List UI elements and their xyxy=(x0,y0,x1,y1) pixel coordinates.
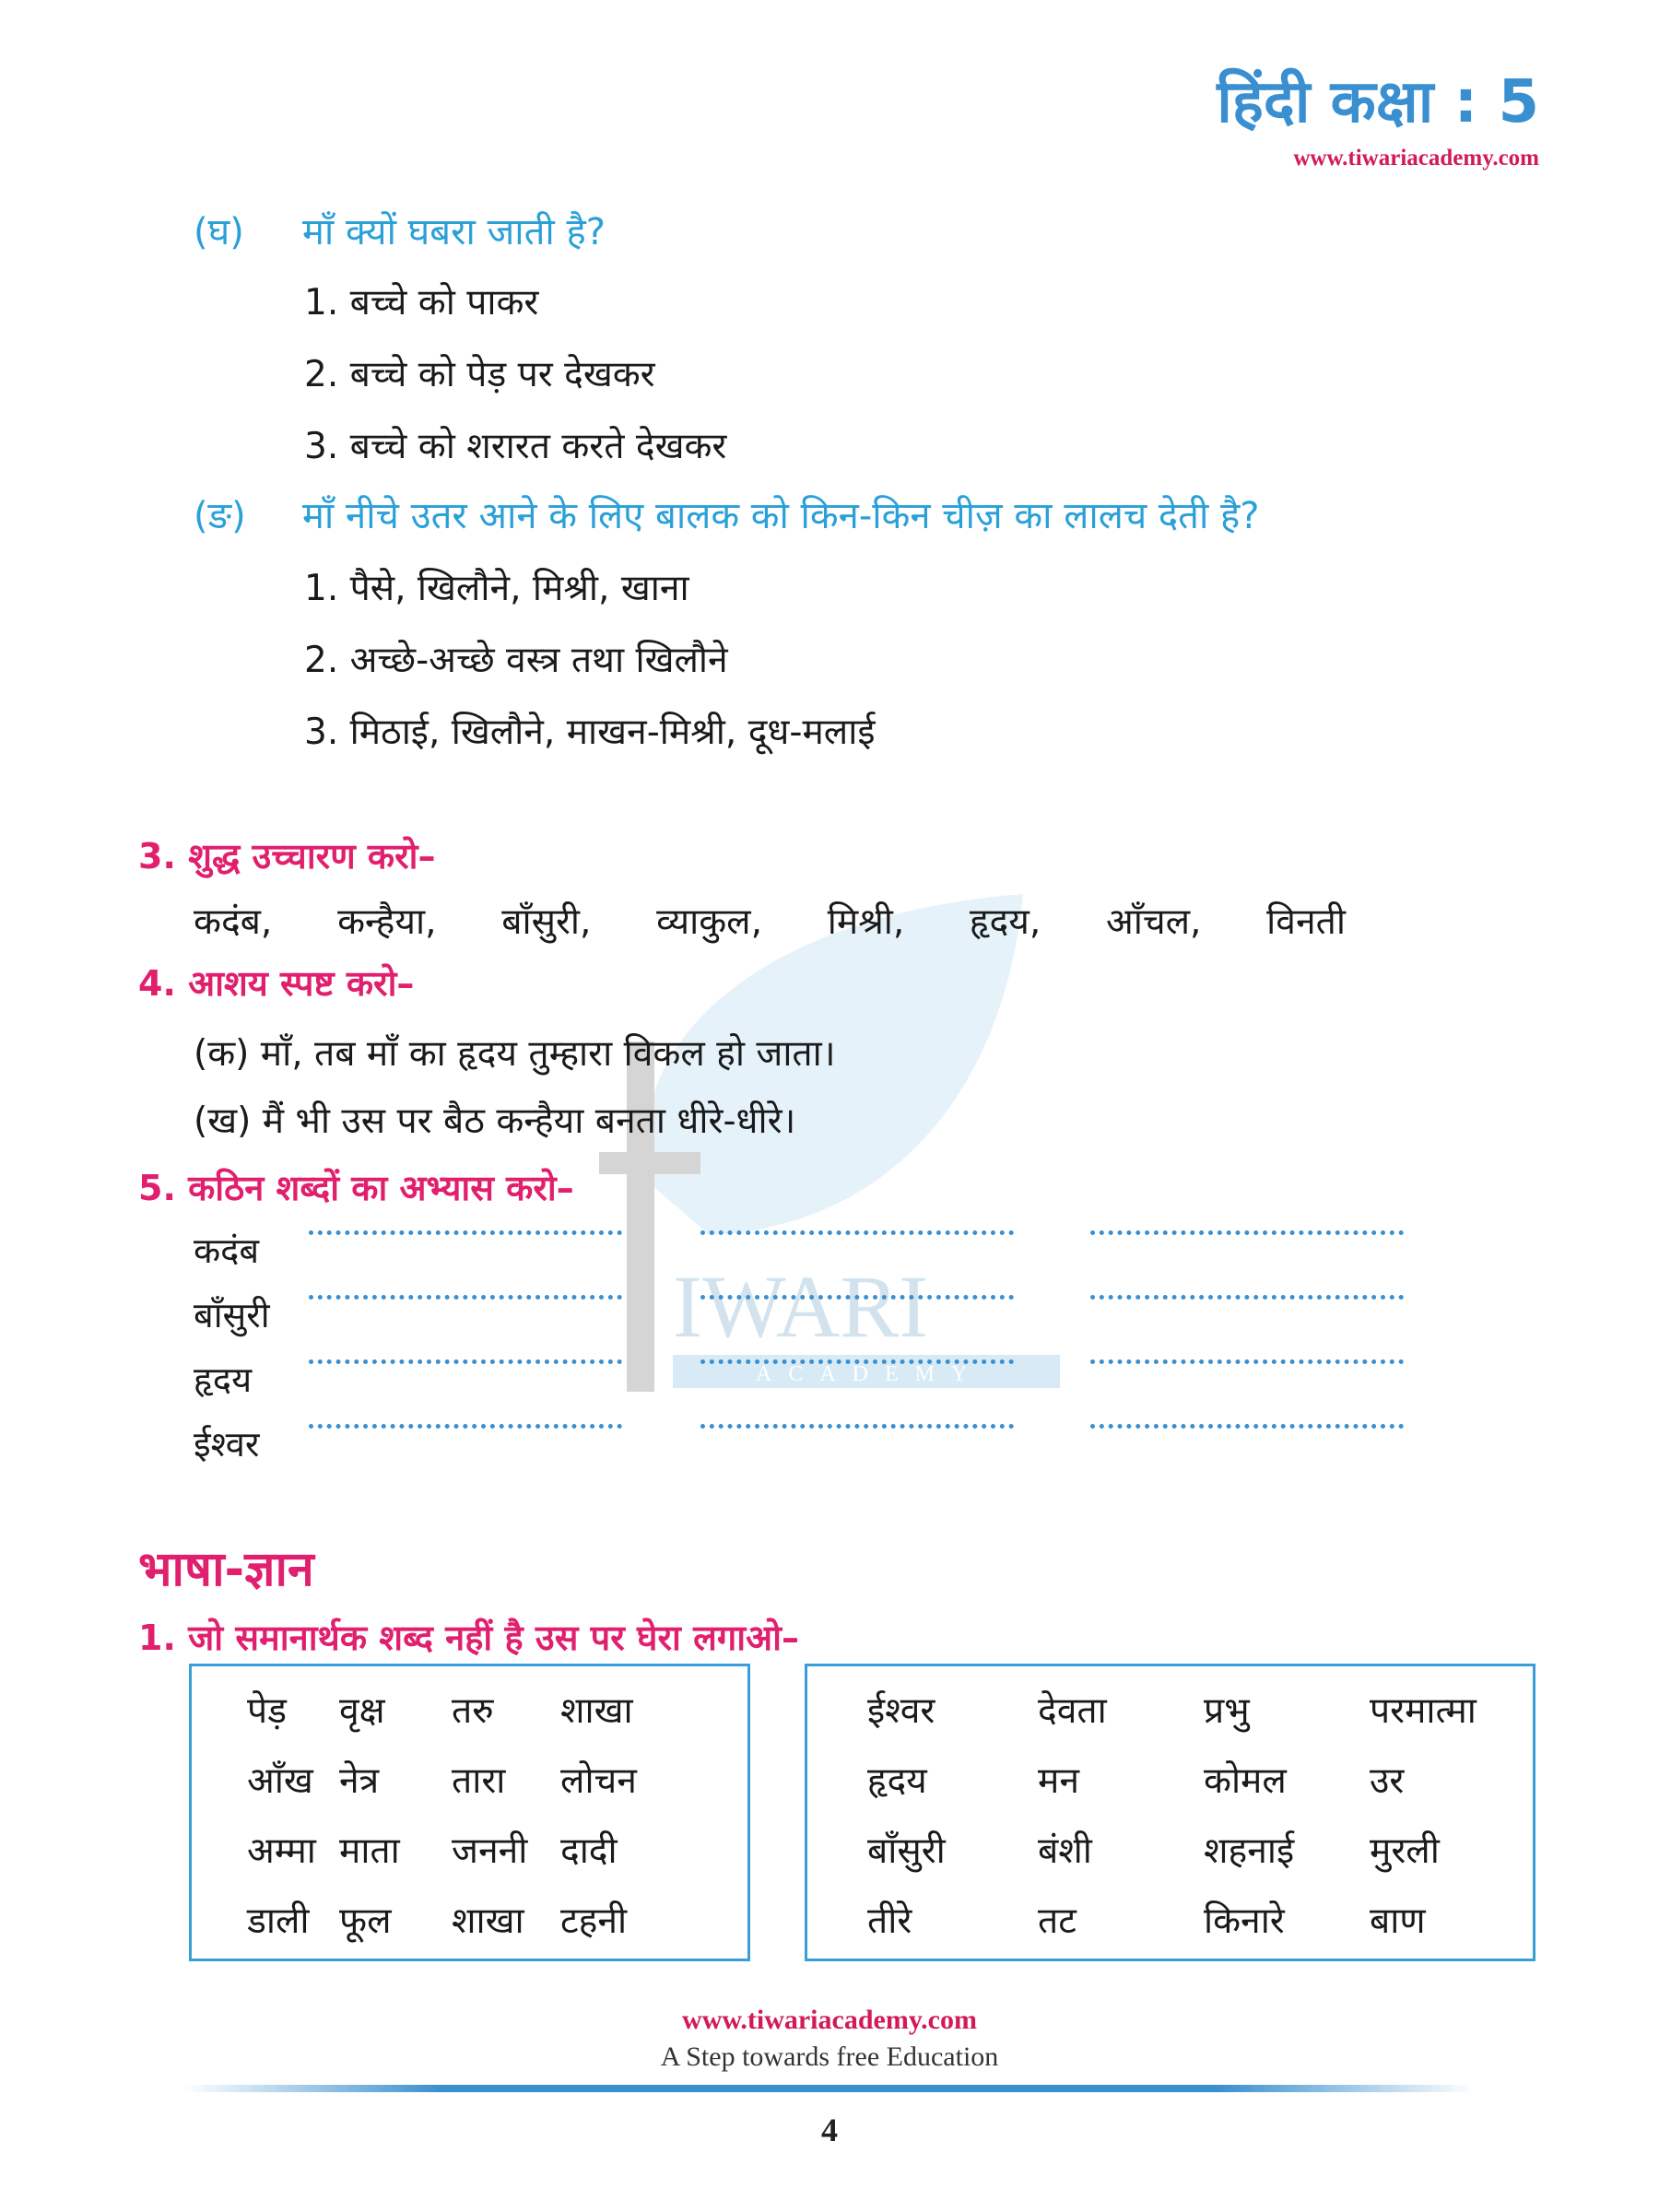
header-url[interactable]: www.tiwariacademy.com xyxy=(1293,146,1539,171)
write-line[interactable] xyxy=(1090,1230,1404,1235)
left-word-grid xyxy=(247,1685,717,1944)
word-cell[interactable]: वृक्ष xyxy=(339,1690,385,1732)
footer-divider xyxy=(184,2085,1475,2092)
word: कन्हैया, xyxy=(337,901,437,943)
word-cell[interactable]: तीरे xyxy=(867,1900,912,1942)
word-cell[interactable]: बाँसुरी xyxy=(867,1830,946,1872)
word-cell[interactable]: टहनी xyxy=(560,1900,628,1942)
option-2: 2. बच्चे को पेड़ पर देखकर xyxy=(304,354,655,395)
word-cell[interactable]: शाखा xyxy=(452,1900,524,1942)
question-text: माँ नीचे उतर आने के लिए बालक को किन-किन चीज़ का लालच देती है? xyxy=(302,495,1260,537)
option-1: 1. पैसे, खिलौने, मिश्री, खाना xyxy=(304,568,689,609)
question-label: (ङ) xyxy=(194,495,246,537)
practice-word: बाँसुरी xyxy=(194,1295,270,1335)
word-cell[interactable]: देवता xyxy=(1038,1690,1107,1732)
question-nga xyxy=(194,488,1260,539)
word-cell[interactable]: कोमल xyxy=(1204,1760,1287,1802)
word-cell[interactable]: हृदय xyxy=(867,1760,927,1802)
write-line[interactable] xyxy=(309,1230,622,1235)
write-line[interactable] xyxy=(1090,1359,1404,1364)
option-2: 2. अच्छे-अच्छे वस्त्र तथा खिलौने xyxy=(304,640,728,681)
right-word-box xyxy=(805,1664,1535,1961)
question-text: माँ क्यों घबरा जाती है? xyxy=(302,211,606,253)
question-label: (घ) xyxy=(194,211,244,253)
word-cell[interactable]: शाखा xyxy=(560,1690,633,1732)
option-3: 3. बच्चे को शरारत करते देखकर xyxy=(304,426,727,467)
word-cell[interactable]: तरु xyxy=(452,1690,494,1732)
word-cell[interactable]: बाण xyxy=(1370,1900,1426,1942)
word-cell[interactable]: प्रभु xyxy=(1204,1690,1250,1732)
word: मिश्री, xyxy=(827,901,905,943)
bhasha-gyan-heading: भाषा-ज्ञान xyxy=(138,1542,314,1597)
option-1: 1. बच्चे को पाकर xyxy=(304,282,539,324)
word-cell[interactable]: पेड़ xyxy=(247,1690,288,1732)
write-line[interactable] xyxy=(309,1295,622,1300)
write-line[interactable] xyxy=(700,1359,1014,1364)
section-5-title: 5. कठिन शब्दों का अभ्यास करो– xyxy=(138,1168,574,1208)
practice-word: कदंब xyxy=(194,1230,260,1271)
right-word-grid xyxy=(867,1685,1535,1944)
write-line[interactable] xyxy=(700,1230,1014,1235)
page-number: 4 xyxy=(821,2112,838,2148)
option-3: 3. मिठाई, खिलौने, माखन-मिश्री, दूध-मलाई xyxy=(304,712,876,753)
word-cell[interactable]: मुरली xyxy=(1370,1830,1440,1872)
pronunciation-words xyxy=(194,896,1346,945)
word-cell[interactable]: अम्मा xyxy=(247,1830,316,1872)
section-3-title: 3. शुद्ध उच्चारण करो– xyxy=(138,836,436,877)
word-cell[interactable]: उर xyxy=(1370,1760,1405,1802)
word: कदंब, xyxy=(194,901,273,943)
word-cell[interactable]: डाली xyxy=(247,1900,310,1942)
word-cell[interactable]: परमात्मा xyxy=(1370,1690,1477,1732)
page-title: हिंदी कक्षा : 5 xyxy=(1217,68,1539,136)
synonym-question: 1. जो समानार्थक शब्द नहीं है उस पर घेरा लगाओ– xyxy=(138,1618,799,1658)
t-letter-stem xyxy=(627,1041,654,1392)
word: बाँसुरी, xyxy=(501,901,592,943)
left-word-box xyxy=(189,1664,750,1961)
word-cell[interactable]: फूल xyxy=(339,1900,392,1942)
word-cell[interactable]: बंशी xyxy=(1038,1830,1092,1872)
word-cell[interactable]: दादी xyxy=(560,1830,618,1872)
write-line[interactable] xyxy=(309,1424,622,1429)
write-line[interactable] xyxy=(700,1295,1014,1300)
footer-url[interactable]: www.tiwariacademy.com xyxy=(682,2005,977,2035)
word: हृदय, xyxy=(970,901,1041,943)
question-gha xyxy=(194,205,606,255)
practice-word: ईश्वर xyxy=(194,1424,260,1465)
word-cell[interactable]: लोचन xyxy=(560,1760,637,1802)
word-cell[interactable]: तारा xyxy=(452,1760,506,1802)
word-cell[interactable]: किनारे xyxy=(1204,1900,1285,1942)
write-line[interactable] xyxy=(700,1424,1014,1429)
t-letter-bar xyxy=(599,1152,700,1174)
word-cell[interactable]: आँख xyxy=(247,1760,313,1802)
write-line[interactable] xyxy=(1090,1295,1404,1300)
meaning-line-ka: (क) माँ, तब माँ का हृदय तुम्हारा विकल हो जाता। xyxy=(194,1033,836,1075)
word-cell[interactable]: शहनाई xyxy=(1204,1830,1295,1872)
watermark-subtext: ACADEMY xyxy=(756,1362,984,1386)
word-cell[interactable]: नेत्र xyxy=(339,1760,380,1802)
word-cell[interactable]: ईश्वर xyxy=(867,1690,935,1732)
word-cell[interactable]: तट xyxy=(1038,1900,1077,1942)
footer-tagline: A Step towards free Education xyxy=(660,2041,999,2072)
write-line[interactable] xyxy=(309,1359,622,1364)
word: व्याकुल, xyxy=(656,901,763,943)
watermark-text: IWARI xyxy=(673,1257,929,1356)
word: विनती xyxy=(1266,901,1346,943)
practice-word: हृदय xyxy=(194,1359,253,1400)
word: आँचल, xyxy=(1105,901,1202,943)
write-line[interactable] xyxy=(1090,1424,1404,1429)
meaning-line-kha: (ख) मैं भी उस पर बैठ कन्हैया बनता धीरे-धीरे। xyxy=(194,1100,796,1142)
word-cell[interactable]: माता xyxy=(339,1830,400,1872)
word-cell[interactable]: जननी xyxy=(452,1830,528,1872)
word-cell[interactable]: मन xyxy=(1038,1760,1079,1802)
section-4-title: 4. आशय स्पष्ट करो– xyxy=(138,963,415,1004)
